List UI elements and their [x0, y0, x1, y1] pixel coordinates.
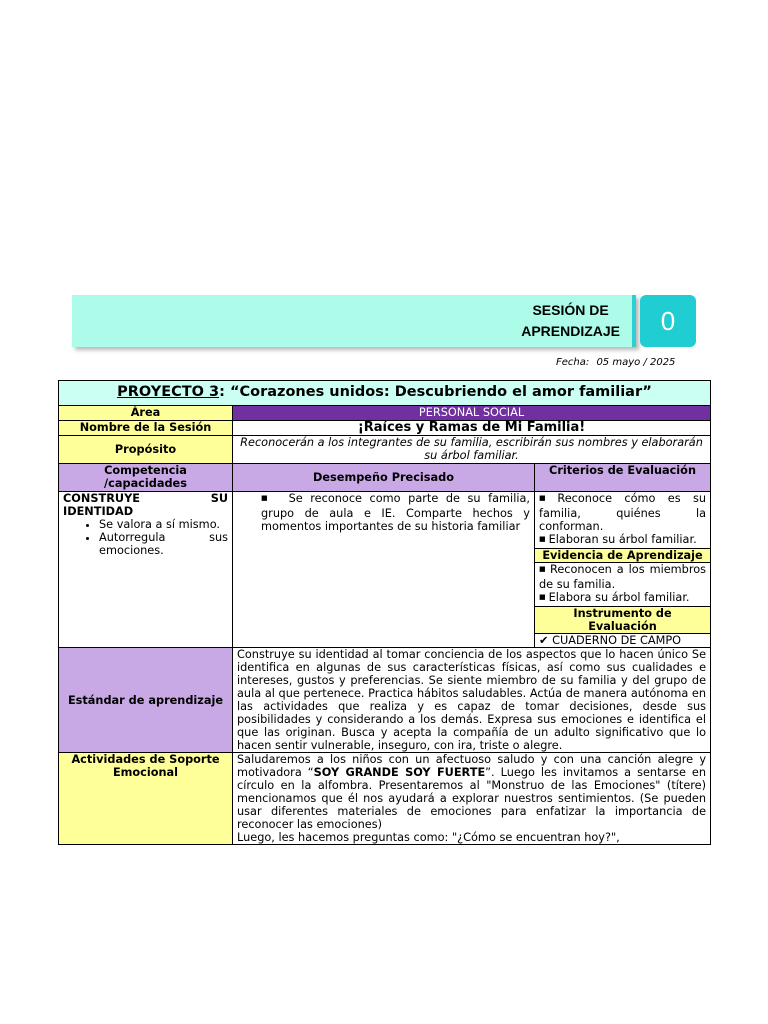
list-item: • Se valora a sí mismo. [99, 518, 228, 531]
evidencia-text: Reconocen a los miembros de su familia. [539, 563, 707, 591]
session-title-line1: SESIÓN DE [532, 302, 609, 318]
session-name-label: Nombre de la Sesión [59, 421, 233, 436]
project-title [59, 381, 711, 406]
desempeno-list [237, 492, 530, 533]
actividades-label: Actividades de Soporte Emocional [59, 753, 233, 845]
list-item [261, 492, 530, 533]
date-label: Fecha: [556, 357, 590, 368]
session-name-value: ¡Raíces y Ramas de Mi Familia! [233, 421, 711, 436]
date-value: 05 mayo / 2025 [596, 357, 676, 368]
bullet-icon: ■ [539, 494, 555, 502]
area-label: Área [59, 406, 233, 421]
competencia-cell [59, 492, 233, 648]
bullet-icon: ■ [261, 494, 272, 502]
song-title: SOY GRANDE SOY FUERTE [313, 766, 486, 779]
instrumento-cell [535, 634, 711, 648]
check-icon: ✔ [539, 634, 549, 647]
list-item: • Autorregula sus emociones. [99, 531, 228, 557]
list-item [539, 533, 706, 548]
list-item [539, 563, 706, 591]
project-name: : “Corazones unidos: Descubriendo el amor familiar” [219, 384, 652, 400]
actividades-text-a: Saludaremos a los niños con un afectuoso saludo y con una canción alegre y motivadora “ [237, 753, 707, 779]
date-line [556, 357, 675, 368]
instrumento-header: Instrumento de Evaluación [535, 607, 711, 634]
desempeno-cell [233, 492, 535, 648]
purpose-label: Propósito [59, 436, 233, 464]
desempeno-text: Se reconoce como parte de su familia, grupo de aula e IE. Comparte hechos y momentos importantes de su historia familiar [261, 492, 530, 533]
bullet-icon: ■ [539, 535, 546, 543]
criterio-text: Elaboran su árbol familiar. [548, 533, 697, 546]
bullet-icon: ■ [539, 593, 546, 601]
estandar-label: Estándar de aprendizaje [59, 648, 233, 753]
actividades-text [233, 753, 711, 845]
criterio-text: Reconoce cómo es su familia, quiénes la conforman. [539, 492, 707, 533]
competencia-title: CONSTRUYE SU IDENTIDAD [63, 492, 228, 518]
session-table [58, 380, 711, 845]
bullet-icon: ■ [539, 565, 547, 573]
session-title [521, 300, 620, 342]
evidencia-text: Elabora su árbol familiar. [548, 591, 690, 604]
session-number-badge: 0 [640, 295, 696, 347]
competencia-header: Competencia /capacidades [59, 464, 233, 492]
evidencia-list [539, 563, 706, 606]
list-item [539, 591, 706, 606]
instrumento-value: CUADERNO DE CAMPO [552, 634, 682, 647]
criterios-list [539, 492, 706, 548]
criterios-header: Criterios de Evaluación [535, 464, 711, 492]
desempeno-header: Desempeño Precisado [233, 464, 535, 492]
area-value: PERSONAL SOCIAL [233, 406, 711, 421]
evidencia-header: Evidencia de Aprendizaje [535, 549, 711, 563]
capacidades-list [63, 518, 228, 557]
session-banner [72, 295, 636, 347]
estandar-text: Construye su identidad al tomar conciencia de los aspectos que lo hacen único Se identifica en algunas de sus características físicas, así como sus cualidades e intereses, gustos y preferencias. Se siente miembro de su familia y del grupo de aula al que pertenece. Practica hábitos saludables. Actúa de manera autónoma en las actividades que realiza y es capaz de tomar decisiones, desde sus posibilidades y considerando a los demás. Expresa sus emociones e identifica el que las originan. Busca y acepta la compañía de un adulto significativo que lo hacen sentir vulnerable, inseguro, con ira, triste o alegre. [233, 648, 711, 753]
evidencia-cell [535, 563, 711, 607]
session-title-line2: APRENDIZAJE [521, 323, 620, 339]
project-label: PROYECTO 3 [117, 384, 220, 400]
purpose-value: Reconocerán a los integrantes de su familia, escribirán sus nombres y elaborarán su árbol familiar. [233, 436, 711, 464]
actividades-text-c: Luego, les hacemos preguntas como: "¿Cómo se encuentran hoy?", [237, 831, 620, 844]
criterios-cell [535, 492, 711, 549]
actividades-text-b: ”. Luego les invitamos a sentarse en círculo en la alfombra. Presentaremos al "Monstruo de las Emociones" (títere) mencionamos que él nos ayudará a explorar nuestros sentimientos. (Se pueden usar diferentes materiales de emociones para enfatizar la importancia de reconocer las emociones) [237, 766, 707, 831]
list-item [539, 492, 706, 533]
